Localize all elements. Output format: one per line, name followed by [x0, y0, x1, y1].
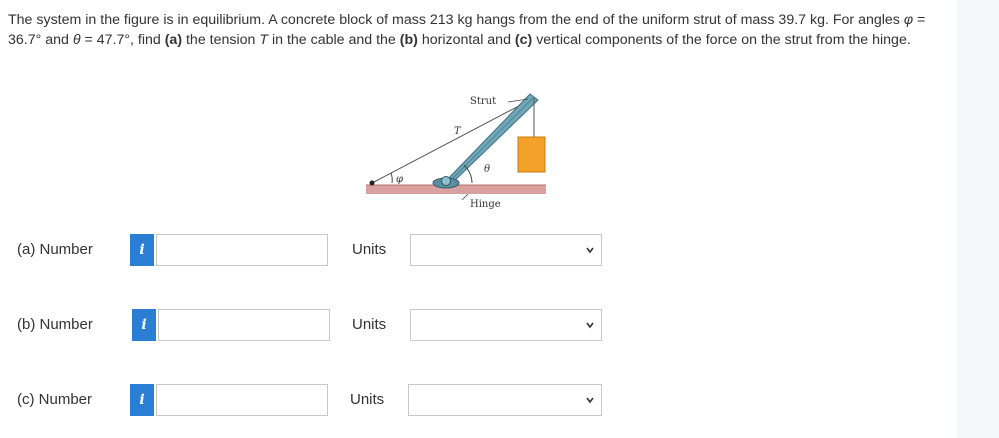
part-c-tag: (c): [514, 32, 533, 48]
info-icon[interactable]: i: [130, 384, 154, 416]
units-label-a: Units: [352, 241, 387, 258]
chevron-down-icon: [586, 396, 594, 404]
problem-text: horizontal and: [417, 32, 515, 48]
problem-text: = 36.7° and: [8, 12, 926, 48]
problem-text: in the cable and the: [268, 32, 400, 48]
phi-arc: [391, 173, 392, 183]
strut-diagram: [362, 90, 550, 210]
hinge-leader: [462, 194, 468, 200]
problem-text: The system in the figure is in equilibrium. A concrete block of mass 213 kg hangs from the end of the uniform strut of mass 39.7 kg. For angles: [8, 12, 904, 28]
info-icon[interactable]: i: [130, 234, 154, 266]
concrete-block: [518, 137, 545, 172]
tension-label: T: [454, 126, 461, 137]
hinge-label: Hinge: [470, 199, 501, 210]
strut-label: Strut: [470, 96, 497, 107]
units-select-c[interactable]: [408, 384, 602, 416]
units-select-b[interactable]: [410, 309, 602, 341]
theta-label: θ: [484, 164, 491, 175]
cable: [372, 98, 534, 183]
part-a-label: (a) Number: [17, 241, 93, 258]
problem-statement: [8, 10, 943, 50]
units-label-c: Units: [350, 391, 385, 408]
hinge-pin: [442, 177, 451, 186]
number-input-b[interactable]: [158, 309, 330, 341]
chevron-down-icon: [586, 246, 594, 254]
answer-row-a: [0, 233, 620, 267]
problem-text: the tension: [182, 32, 260, 48]
part-b-tag: (b): [399, 32, 418, 48]
tension-symbol: T: [259, 32, 269, 48]
part-c-label: (c) Number: [17, 391, 93, 408]
cable-anchor: [370, 181, 375, 186]
units-select-a[interactable]: [410, 234, 602, 266]
units-label-b: Units: [352, 316, 387, 333]
page-side-strip: [957, 0, 999, 438]
phi-label: φ: [396, 174, 404, 185]
phi-symbol: φ: [903, 12, 914, 28]
number-input-c[interactable]: [156, 384, 328, 416]
info-icon[interactable]: i: [132, 309, 156, 341]
number-input-a[interactable]: [156, 234, 328, 266]
problem-text: = 47.7°, find: [80, 32, 165, 48]
part-a-tag: (a): [164, 32, 183, 48]
theta-symbol: θ: [72, 32, 81, 48]
chevron-down-icon: [586, 321, 594, 329]
answer-row-c: [0, 383, 620, 417]
answer-row-b: [0, 308, 620, 342]
part-b-label: (b) Number: [17, 316, 93, 333]
strut-figure: [362, 90, 550, 210]
problem-text: vertical components of the force on the strut from the hinge.: [532, 32, 911, 48]
